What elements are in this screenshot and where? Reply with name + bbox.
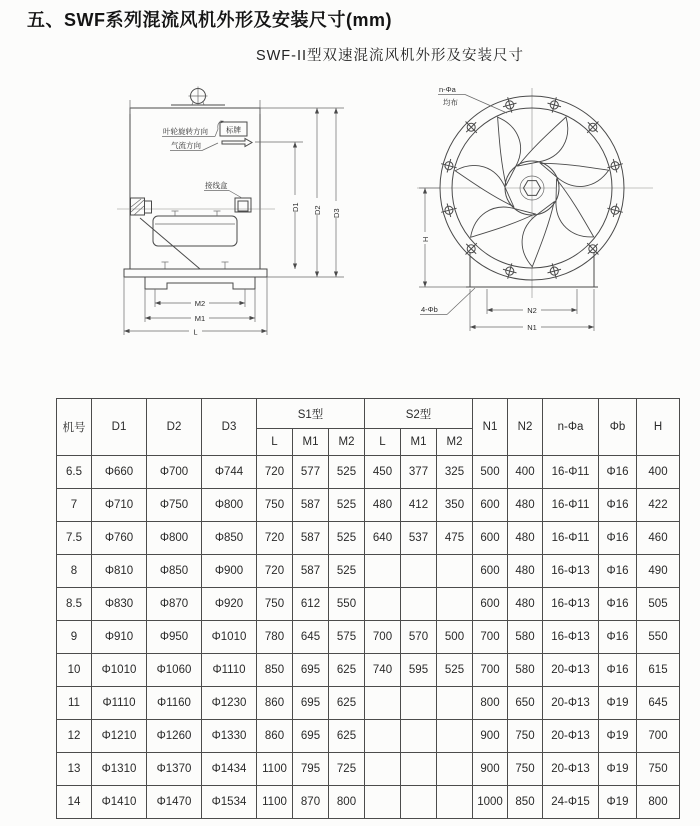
table-cell: Φ800 [202, 489, 257, 522]
svg-text:N1: N1 [527, 323, 537, 332]
table-cell [365, 786, 401, 819]
table-row [57, 489, 680, 522]
table-cell: Φ16 [599, 621, 637, 654]
table-cell: 720 [257, 522, 293, 555]
table-cell: 860 [257, 687, 293, 720]
table-cell: 625 [329, 720, 365, 753]
table-cell: Φ800 [147, 522, 202, 555]
table-cell: 20-Φ13 [543, 654, 599, 687]
table-cell: Φ710 [92, 489, 147, 522]
table-cell: Φ850 [202, 522, 257, 555]
table-cell: 412 [401, 489, 437, 522]
table-cell: Φ1010 [202, 621, 257, 654]
table-cell: 7 [57, 489, 92, 522]
table-cell: 16-Φ11 [543, 489, 599, 522]
svg-text:D3: D3 [332, 208, 341, 218]
table-cell: 600 [473, 489, 508, 522]
table-cell: 480 [508, 588, 543, 621]
table-cell: 850 [257, 654, 293, 687]
table-cell: Φ16 [599, 456, 637, 489]
table-cell: Φ1010 [92, 654, 147, 687]
table-cell: Φ660 [92, 456, 147, 489]
table-cell: Φ1410 [92, 786, 147, 819]
table-cell: 700 [365, 621, 401, 654]
table-cell: 480 [365, 489, 401, 522]
table-cell: 587 [293, 489, 329, 522]
table-cell: 750 [257, 588, 293, 621]
svg-text:M1: M1 [194, 314, 206, 323]
table-cell: 575 [329, 621, 365, 654]
table-row [57, 654, 680, 687]
col-header-na: n-Φa [543, 399, 599, 456]
side-view-diagram [105, 78, 355, 343]
table-cell: Φ760 [92, 522, 147, 555]
table-cell: 525 [329, 489, 365, 522]
table-cell: 595 [401, 654, 437, 687]
table-cell: 870 [293, 786, 329, 819]
table-cell: 725 [329, 753, 365, 786]
table-cell: 8 [57, 555, 92, 588]
table-cell: 650 [508, 687, 543, 720]
table-cell: Φ1534 [202, 786, 257, 819]
table-cell: 16-Φ13 [543, 621, 599, 654]
table-row [57, 786, 680, 819]
table-cell: 750 [508, 720, 543, 753]
table-cell [401, 720, 437, 753]
table-cell: 625 [329, 687, 365, 720]
table-cell: 695 [293, 687, 329, 720]
table-cell [437, 753, 473, 786]
table-cell: 9 [57, 621, 92, 654]
table-cell: 500 [437, 621, 473, 654]
table-cell: Φ1330 [202, 720, 257, 753]
table-cell: Φ850 [147, 555, 202, 588]
table-cell: 525 [437, 654, 473, 687]
table-cell: Φ19 [599, 786, 637, 819]
table-cell: 550 [329, 588, 365, 621]
junction-box [235, 198, 251, 212]
fan-casing [117, 100, 275, 269]
table-cell: 525 [329, 522, 365, 555]
table-cell [437, 588, 473, 621]
table-cell: 750 [637, 753, 680, 786]
table-cell [401, 687, 437, 720]
airflow-arrow-icon [222, 139, 252, 147]
table-cell: 24-Φ15 [543, 786, 599, 819]
airflow-direction-label [170, 140, 218, 151]
svg-text:M2: M2 [194, 299, 206, 308]
table-cell: Φ1230 [202, 687, 257, 720]
table-cell: 695 [293, 720, 329, 753]
table-cell: Φ920 [202, 588, 257, 621]
table-cell: 16-Φ13 [543, 588, 599, 621]
table-cell: 645 [637, 687, 680, 720]
table-cell: Φ1310 [92, 753, 147, 786]
dimensions-table [56, 398, 680, 819]
table-row [57, 588, 680, 621]
table-cell: 16-Φ11 [543, 456, 599, 489]
table-cell: Φ19 [599, 720, 637, 753]
table-cell: 900 [473, 753, 508, 786]
table-cell: 850 [508, 786, 543, 819]
table-cell: 480 [508, 555, 543, 588]
table-cell: 600 [473, 522, 508, 555]
table-cell: 450 [365, 456, 401, 489]
table-cell: 600 [473, 555, 508, 588]
table-cell: 800 [329, 786, 365, 819]
table-cell: Φ16 [599, 489, 637, 522]
table-cell: 1100 [257, 786, 293, 819]
table-cell: 860 [257, 720, 293, 753]
table-cell: Φ1370 [147, 753, 202, 786]
dim-m2 [155, 289, 245, 308]
table-cell: 525 [329, 555, 365, 588]
svg-text:D2: D2 [313, 205, 322, 215]
eyebolt-icon [171, 87, 225, 106]
table-cell: 695 [293, 654, 329, 687]
rotation-direction-label [162, 121, 224, 137]
group-header-s1: S1型 [257, 399, 365, 429]
table-cell: Φ16 [599, 522, 637, 555]
col-header-s1-m1: M1 [293, 429, 329, 456]
table-cell: 480 [508, 522, 543, 555]
table-cell: 640 [365, 522, 401, 555]
table-cell [365, 687, 401, 720]
table-cell: 625 [329, 654, 365, 687]
table-cell: 577 [293, 456, 329, 489]
table-cell: Φ1434 [202, 753, 257, 786]
col-header-model: 机号 [57, 399, 92, 456]
table-cell: 6.5 [57, 456, 92, 489]
front-view-diagram [395, 80, 660, 342]
table-cell: Φ870 [147, 588, 202, 621]
table-cell: 20-Φ13 [543, 687, 599, 720]
table-cell [437, 555, 473, 588]
svg-text:接线盒: 接线盒 [205, 181, 228, 190]
motor-assembly [131, 198, 238, 269]
nameplate-label [220, 122, 247, 136]
table-cell [365, 588, 401, 621]
group-header-s2: S2型 [365, 399, 473, 429]
table-cell: 7.5 [57, 522, 92, 555]
table-cell: 800 [473, 687, 508, 720]
page-title: 五、SWF系列混流风机外形及安装尺寸(mm) [27, 10, 392, 30]
svg-text:4-Φb: 4-Φb [421, 305, 438, 314]
table-cell: 11 [57, 687, 92, 720]
page-subtitle: SWF-II型双速混流风机外形及安装尺寸 [255, 48, 525, 64]
table-cell: Φ19 [599, 687, 637, 720]
mounting-base [124, 269, 267, 289]
table-cell: Φ16 [599, 555, 637, 588]
table-cell: Φ16 [599, 588, 637, 621]
table-row [57, 621, 680, 654]
svg-text:叶轮旋转方向: 叶轮旋转方向 [163, 127, 208, 136]
col-header-s2-m1: M1 [401, 429, 437, 456]
table-cell: 480 [508, 489, 543, 522]
table-cell [365, 753, 401, 786]
table-cell: 12 [57, 720, 92, 753]
table-cell: 1000 [473, 786, 508, 819]
table-cell: 16-Φ13 [543, 555, 599, 588]
table-cell: 550 [637, 621, 680, 654]
table-cell: 525 [329, 456, 365, 489]
table-cell: 8.5 [57, 588, 92, 621]
table-cell: 13 [57, 753, 92, 786]
col-header-s1-m2: M2 [329, 429, 365, 456]
table-cell: 20-Φ13 [543, 753, 599, 786]
table-cell: 700 [473, 654, 508, 687]
table-cell: Φ1060 [147, 654, 202, 687]
table-cell: Φ16 [599, 654, 637, 687]
table-cell: 700 [473, 621, 508, 654]
table-cell: 377 [401, 456, 437, 489]
table-cell: 720 [257, 456, 293, 489]
table-cell: 740 [365, 654, 401, 687]
col-header-h: H [637, 399, 680, 456]
dim-h [419, 188, 466, 287]
svg-text:N2: N2 [527, 306, 537, 315]
table-cell: 612 [293, 588, 329, 621]
table-header [57, 399, 680, 456]
table-cell: 750 [508, 753, 543, 786]
table-cell: 900 [473, 720, 508, 753]
col-header-n2: N2 [508, 399, 543, 456]
table-row [57, 720, 680, 753]
table-cell [437, 687, 473, 720]
table-cell [401, 753, 437, 786]
table-cell [401, 555, 437, 588]
svg-text:D1: D1 [291, 202, 300, 212]
svg-text:气流方向: 气流方向 [171, 141, 201, 150]
table-cell: Φ1470 [147, 786, 202, 819]
table-cell: Φ1260 [147, 720, 202, 753]
table-cell [437, 786, 473, 819]
table-cell: Φ830 [92, 588, 147, 621]
table-cell: Φ744 [202, 456, 257, 489]
table-row [57, 522, 680, 555]
table-cell: Φ910 [92, 621, 147, 654]
table-cell: 537 [401, 522, 437, 555]
table-cell: Φ900 [202, 555, 257, 588]
dim-d1 [255, 142, 303, 269]
table-cell: 475 [437, 522, 473, 555]
junction-box-label [204, 180, 242, 198]
col-header-s2-m2: M2 [437, 429, 473, 456]
table-row [57, 456, 680, 489]
svg-text:n-Φa: n-Φa [439, 85, 456, 94]
svg-text:H: H [421, 236, 430, 242]
svg-text:标牌: 标牌 [226, 125, 241, 135]
table-cell: 422 [637, 489, 680, 522]
table-cell: 400 [637, 456, 680, 489]
table-row [57, 687, 680, 720]
table-cell: 490 [637, 555, 680, 588]
col-header-s1-l: L [257, 429, 293, 456]
table-cell: 587 [293, 555, 329, 588]
bolt-holes-label [438, 85, 507, 113]
table-cell: 780 [257, 621, 293, 654]
table-cell: Φ1210 [92, 720, 147, 753]
table-cell: Φ1160 [147, 687, 202, 720]
table-cell: 587 [293, 522, 329, 555]
col-header-d3: D3 [202, 399, 257, 456]
table-cell: Φ1110 [92, 687, 147, 720]
table-cell: 645 [293, 621, 329, 654]
table-cell: 580 [508, 621, 543, 654]
table-cell: 505 [637, 588, 680, 621]
table-cell: 1100 [257, 753, 293, 786]
table-cell: 600 [473, 588, 508, 621]
table-cell: Φ700 [147, 456, 202, 489]
col-header-phib: Φb [599, 399, 637, 456]
table-cell: 795 [293, 753, 329, 786]
table-cell: Φ950 [147, 621, 202, 654]
table-cell: 570 [401, 621, 437, 654]
table-row [57, 753, 680, 786]
svg-text:均布: 均布 [443, 98, 458, 107]
table-cell: Φ810 [92, 555, 147, 588]
dim-d3 [267, 108, 344, 277]
table-cell [365, 555, 401, 588]
table-cell: Φ750 [147, 489, 202, 522]
table-cell [401, 786, 437, 819]
table-cell: 720 [257, 555, 293, 588]
col-header-s2-l: L [365, 429, 401, 456]
table-cell [365, 720, 401, 753]
table-cell: 580 [508, 654, 543, 687]
table-cell: 10 [57, 654, 92, 687]
table-cell: 800 [637, 786, 680, 819]
table-cell: 16-Φ11 [543, 522, 599, 555]
col-header-d1: D1 [92, 399, 147, 456]
table-cell [401, 588, 437, 621]
table-body [57, 456, 680, 819]
table-cell: 700 [637, 720, 680, 753]
table-cell: 500 [473, 456, 508, 489]
table-cell: 325 [437, 456, 473, 489]
table-cell: Φ19 [599, 753, 637, 786]
svg-text:L: L [193, 327, 198, 337]
table-cell [437, 720, 473, 753]
base-holes-label [420, 288, 475, 315]
col-header-d2: D2 [147, 399, 202, 456]
dim-d2 [260, 108, 325, 277]
table-cell: 750 [257, 489, 293, 522]
table-cell: Φ1110 [202, 654, 257, 687]
table-cell: 20-Φ13 [543, 720, 599, 753]
table-cell: 615 [637, 654, 680, 687]
table-cell: 14 [57, 786, 92, 819]
table-cell: 350 [437, 489, 473, 522]
col-header-n1: N1 [473, 399, 508, 456]
table-row [57, 555, 680, 588]
table-cell: 460 [637, 522, 680, 555]
table-cell: 400 [508, 456, 543, 489]
